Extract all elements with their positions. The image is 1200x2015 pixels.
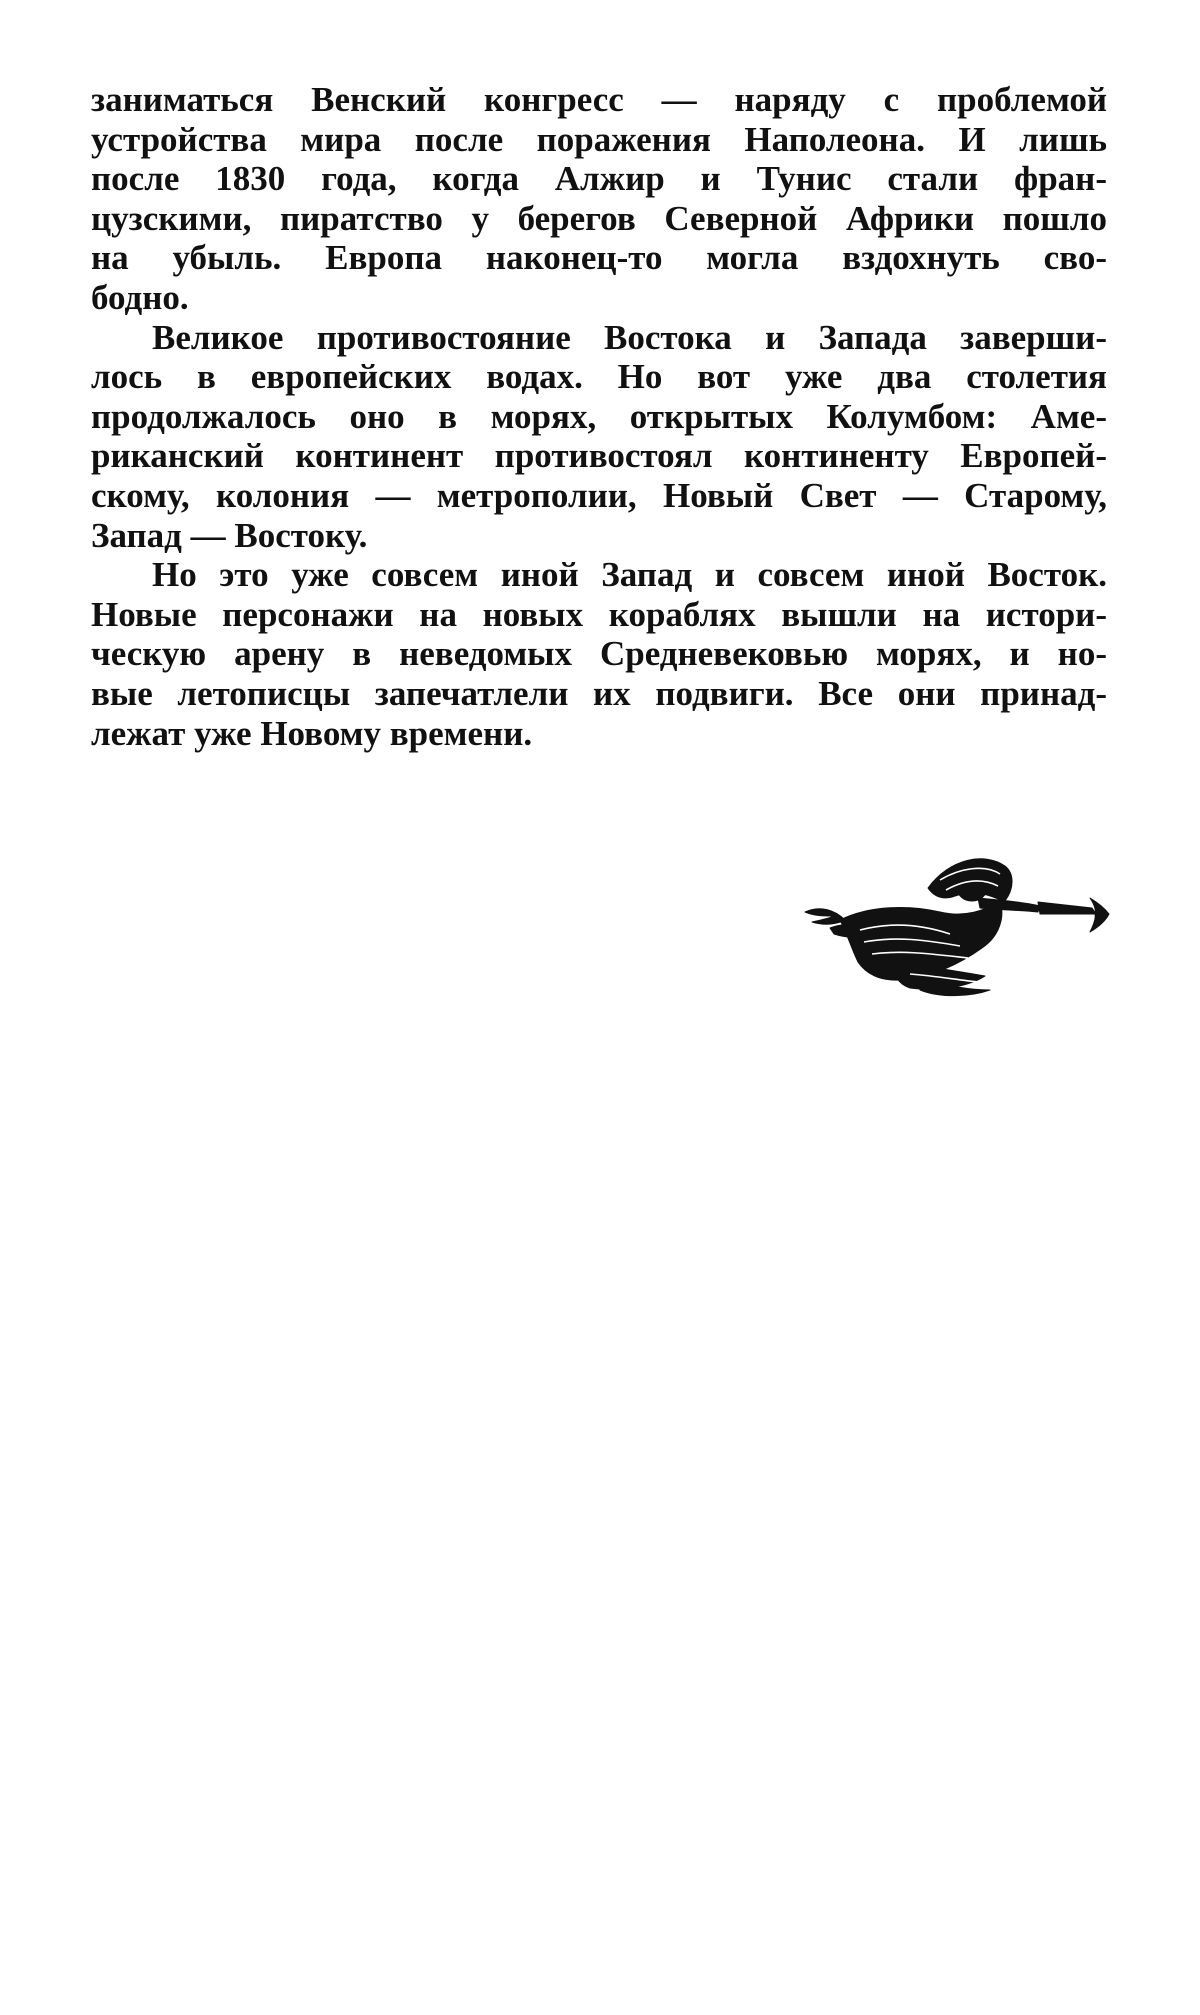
text-line: Но это уже совсем иной Запад и совсем иной Восток.	[152, 555, 1107, 595]
text-line: риканский континент противостоял континенту Европей-	[91, 436, 1107, 476]
text-line: вые летописцы запечатлели их подвиги. Все они принад-	[91, 673, 1107, 713]
text-line: после 1830 года, когда Алжир и Тунис стали фран-	[91, 159, 1107, 199]
text-line: лось в европейских водах. Но вот уже два столетия	[91, 357, 1107, 397]
text-line: продолжалось оно в морях, открытых Колумбом: Аме-	[91, 396, 1107, 436]
text-line: заниматься Венский конгресс — наряду с проблемой	[91, 80, 1107, 119]
text-line: Великое противостояние Востока и Запада заверши-	[152, 317, 1107, 357]
text-line: лежат уже Новому времени.	[91, 713, 533, 753]
text-line: цузскими, пиратство у берегов Северной Африки пошло	[91, 198, 1107, 238]
text-line: Запад — Востоку.	[91, 515, 368, 555]
text-line: бодно.	[91, 277, 189, 317]
text-line: устройства мира после поражения Наполеона. И лишь	[91, 119, 1107, 159]
text-line: скому, колония — метрополии, Новый Свет — Старому,	[91, 475, 1107, 515]
text-line: на убыль. Европа наконец-то могла вздохнуть сво-	[91, 238, 1107, 278]
text-line: Новые персонажи на новых кораблях вышли на истори-	[91, 594, 1107, 634]
trumpeting-angel-vignette-icon	[800, 850, 1115, 1000]
body-text	[91, 80, 1107, 753]
text-line: ческую арену в неведомых Средневековью морях, и но-	[91, 634, 1107, 674]
